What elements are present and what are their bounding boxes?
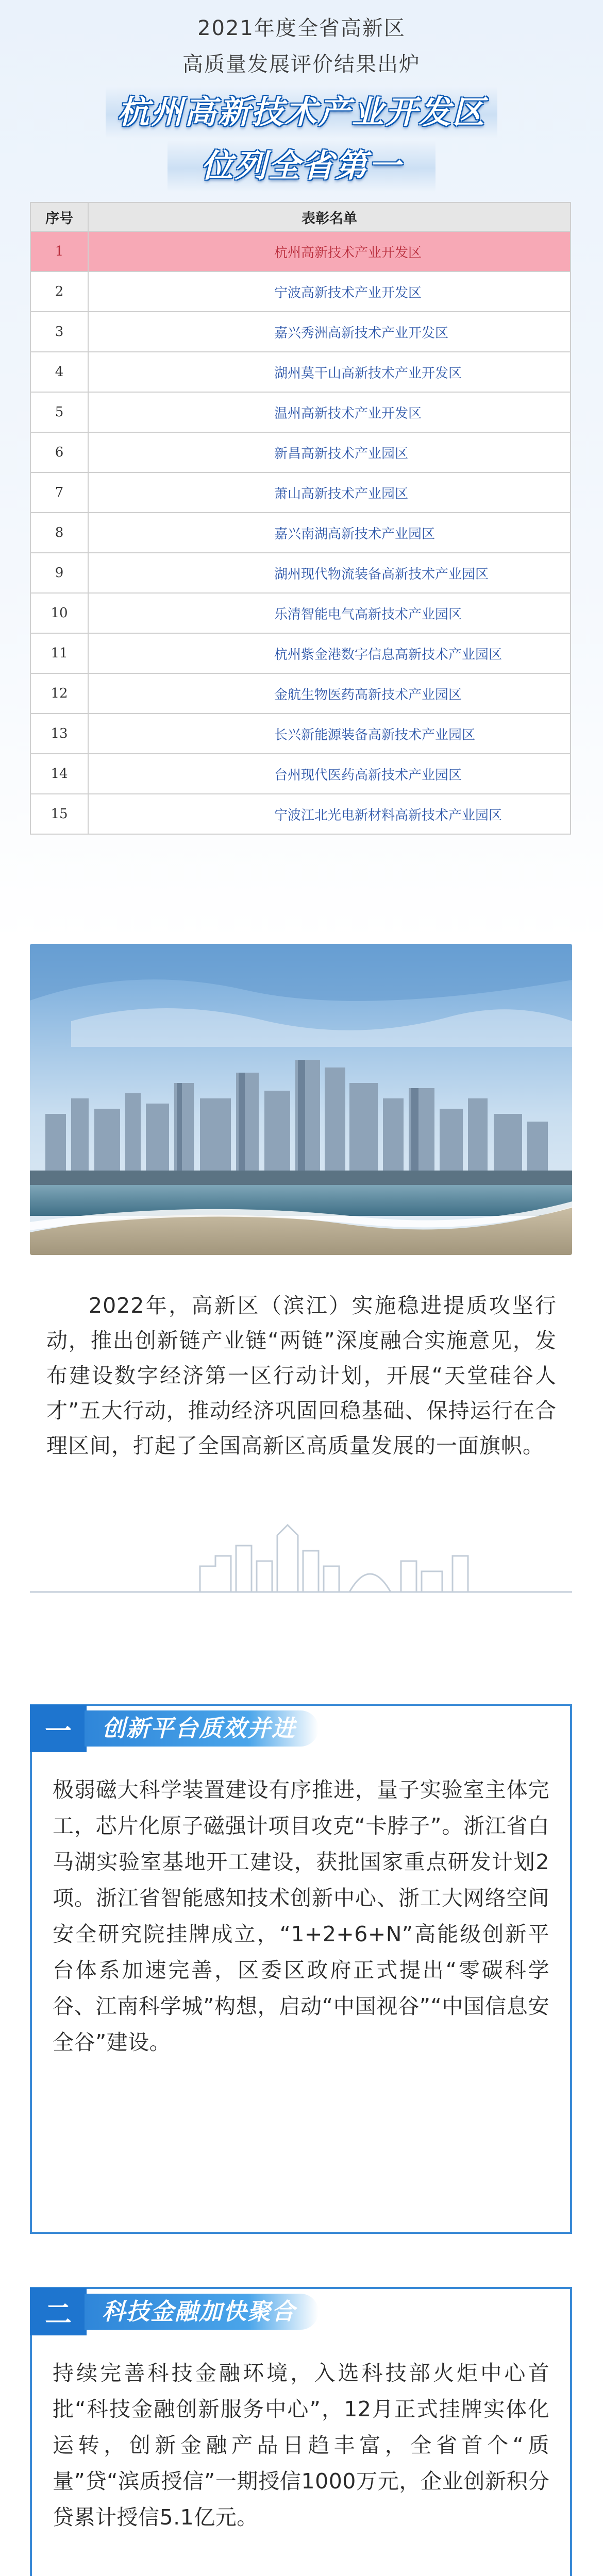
col-header-index: 序号 (30, 202, 88, 231)
row-name: 台州现代医药高新技术产业园区 (88, 754, 571, 794)
row-index: 13 (30, 714, 88, 754)
headline-1: 杭州高新技术产业开发区 (106, 87, 497, 138)
row-name: 湖州现代物流装备高新技术产业园区 (88, 553, 571, 593)
col-header-name: 表彰名单 (88, 202, 571, 231)
table-header-row (30, 202, 571, 231)
row-index: 3 (30, 312, 88, 352)
table-row (30, 714, 571, 754)
section-tag (30, 2287, 319, 2336)
table-row (30, 472, 571, 513)
table-row (30, 673, 571, 714)
row-name: 嘉兴南湖高新技术产业园区 (88, 513, 571, 553)
row-index: 7 (30, 472, 88, 513)
row-index: 12 (30, 673, 88, 714)
header-line1: 2021年度全省高新区 (197, 16, 406, 40)
row-name: 萧山高新技术产业园区 (88, 472, 571, 513)
section-body: 持续完善科技金融环境，入选科技部火炬中心首批“科技金融创新服务中心”，12月正式挂牌实体化运转，创新金融产品日趋丰富，全省首个“质量”贷“滨质授信”一期授信1000万元，企业创新积分贷累计授信5.1亿元。 (53, 2361, 549, 2530)
section-number: 二 (30, 2288, 87, 2335)
row-name: 新昌高新技术产业园区 (88, 432, 571, 472)
city-skyline-photo (30, 944, 572, 1255)
table-row (30, 754, 571, 794)
row-name: 杭州高新技术产业开发区 (88, 231, 571, 272)
table-row (30, 633, 571, 673)
table-row (30, 272, 571, 312)
row-index: 10 (30, 593, 88, 633)
row-index: 5 (30, 392, 88, 432)
row-name: 杭州紫金港数字信息高新技术产业园区 (88, 633, 571, 673)
row-name: 嘉兴秀洲高新技术产业开发区 (88, 312, 571, 352)
table-row (30, 231, 571, 272)
section-title: 科技金融加快聚合 (85, 2294, 319, 2330)
header (0, 10, 603, 192)
row-index: 2 (30, 272, 88, 312)
ranking-table (30, 202, 571, 835)
row-index: 4 (30, 352, 88, 392)
row-index: 9 (30, 553, 88, 593)
skyline-decoration (30, 1504, 572, 1607)
header-line2: 高质量发展评价结果出炉 (182, 53, 421, 76)
section-number: 一 (30, 1705, 87, 1752)
row-index: 1 (30, 231, 88, 272)
row-index: 6 (30, 432, 88, 472)
row-index: 15 (30, 794, 88, 834)
section-title: 创新平台质效并进 (85, 1710, 319, 1747)
row-index: 14 (30, 754, 88, 794)
row-name: 宁波江北光电新材料高新技术产业园区 (88, 794, 571, 834)
table-row (30, 432, 571, 472)
row-index: 8 (30, 513, 88, 553)
row-name: 温州高新技术产业开发区 (88, 392, 571, 432)
row-name: 湖州莫干山高新技术产业开发区 (88, 352, 571, 392)
row-name: 乐清智能电气高新技术产业园区 (88, 593, 571, 633)
intro-paragraph (46, 1288, 557, 1463)
section-tech-finance (30, 2287, 572, 2576)
row-name: 宁波高新技术产业开发区 (88, 272, 571, 312)
headline-2: 位列全省第一 (167, 140, 435, 192)
table-row (30, 312, 571, 352)
row-index: 11 (30, 633, 88, 673)
table-row (30, 513, 571, 553)
row-name: 金航生物医药高新技术产业园区 (88, 673, 571, 714)
section-body: 极弱磁大科学装置建设有序推进，量子实验室主体完工，芯片化原子磁强计项目攻克“卡脖子”。浙江省白马湖实验室基地开工建设，获批国家重点研发计划2项。浙江省智能感知技术创新中心、浙工大网络空间安全研究院挂牌成立，“1+2+6+N”高能级创新平台体系加速完善，区委区政府正式提出“零碳科学谷、江南科学城”构想，启动“中国视谷”“中国信息安全谷”建设。 (53, 1777, 549, 2055)
table-row (30, 392, 571, 432)
table-row (30, 593, 571, 633)
section-tag (30, 1704, 319, 1753)
table-row (30, 553, 571, 593)
table-row (30, 794, 571, 834)
table-row (30, 352, 571, 392)
row-name: 长兴新能源装备高新技术产业园区 (88, 714, 571, 754)
intro-text: 2022年，高新区（滨江）实施稳进提质攻坚行动，推出创新链产业链“两链”深度融合实施意见，发布建设数字经济第一区行动计划，开展“天堂硅谷人才”五大行动，推动经济巩固回稳基础、保持运行在合理区间，打起了全国高新区高质量发展的一面旗帜。 (46, 1293, 557, 1458)
section-innovation-platform (30, 1704, 572, 2234)
